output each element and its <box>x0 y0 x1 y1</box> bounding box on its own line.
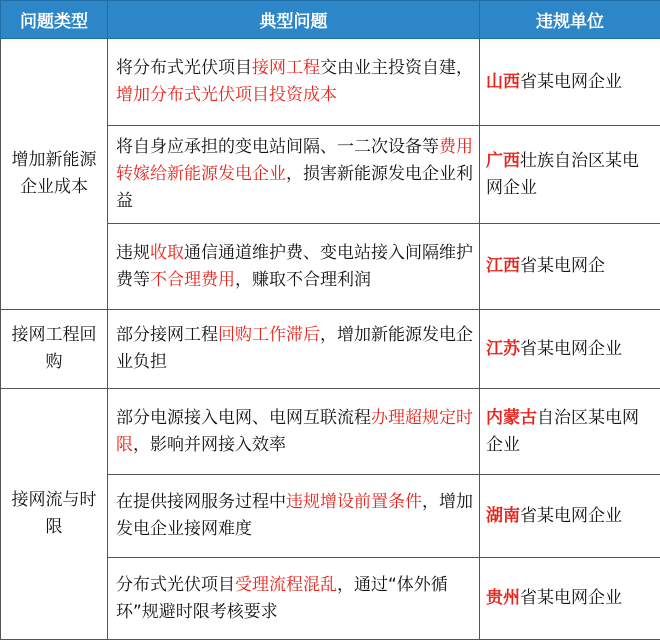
unit-text: 省某电网企业 <box>520 71 622 92</box>
issue-text: 将自身应承担的变电站间隔、一二次设备等 <box>116 137 439 157</box>
header-typical-issue: 典型问题 <box>108 1 480 39</box>
unit-highlight: 江苏 <box>486 338 520 359</box>
header-violating-unit: 违规单位 <box>480 1 660 39</box>
header-row <box>1 1 660 39</box>
unit-cell <box>480 389 660 475</box>
issue-highlight: 增加分布式光伏项目投资成本 <box>116 85 337 105</box>
unit-text: 省某电网企业 <box>520 505 622 526</box>
issue-text: 在提供接网服务过程中 <box>116 492 286 512</box>
unit-highlight: 贵州 <box>486 588 520 608</box>
issue-text: ，损害新能源发电企业利益 <box>116 164 473 211</box>
issue-highlight: 不合理费用 <box>150 269 235 290</box>
issue-cell <box>108 224 480 310</box>
issue-cell <box>108 389 480 475</box>
unit-highlight: 湖南 <box>486 505 520 526</box>
table-row <box>1 310 660 389</box>
issue-text: ，增加新能源发电企业负担 <box>116 325 473 372</box>
table-row <box>1 39 660 126</box>
unit-text: 省某电网企业 <box>520 338 622 359</box>
unit-highlight: 内蒙古 <box>486 407 537 428</box>
unit-highlight: 江西 <box>486 256 520 276</box>
unit-cell <box>480 126 660 224</box>
issue-text: 通信通道维护费、变电站接入间隔维护费等 <box>116 242 473 290</box>
unit-text: 壮族自治区某电网企业 <box>486 150 639 198</box>
issue-type-cell: 接网流与时限 <box>1 389 108 640</box>
issue-text: 违规 <box>116 242 150 263</box>
unit-highlight: 山西 <box>486 71 520 92</box>
issue-highlight: 接网工程 <box>252 58 320 78</box>
unit-text: 省某电网企 <box>520 256 605 276</box>
issue-highlight: 回购工作滞后 <box>218 325 320 345</box>
unit-text: 省某电网企业 <box>520 588 622 608</box>
unit-highlight: 广西 <box>486 150 520 171</box>
unit-cell <box>480 558 660 640</box>
unit-text: 自治区某电网企业 <box>486 407 639 455</box>
issue-type-cell: 接网工程回购 <box>1 310 108 389</box>
issue-text: ，增加发电企业接网难度 <box>116 492 473 539</box>
issue-highlight: 费用转嫁给新能源发电企业 <box>116 137 473 184</box>
issue-cell <box>108 126 480 224</box>
issue-highlight: 办理超规定时限 <box>116 407 473 455</box>
unit-cell <box>480 310 660 389</box>
issue-highlight: 违规增设前置条件 <box>286 492 422 512</box>
issue-cell <box>108 475 480 558</box>
issue-text: ，赚取不合理利润 <box>235 269 371 290</box>
issue-text: ，通过“体外循环”规避时限考核要求 <box>116 574 448 622</box>
header-issue-type: 问题类型 <box>1 1 108 39</box>
unit-cell <box>480 39 660 126</box>
table-row <box>1 389 660 475</box>
issue-highlight: 受理流程混乱 <box>235 574 337 595</box>
issue-text: ，影响并网接入效率 <box>133 434 286 455</box>
issue-cell <box>108 558 480 640</box>
unit-cell <box>480 224 660 310</box>
issue-text: 部分接网工程 <box>116 325 218 345</box>
issue-cell <box>108 39 480 126</box>
issue-text: 交由业主投资自建， <box>320 58 473 78</box>
unit-cell <box>480 475 660 558</box>
issue-text: 部分电源接入电网、电网互联流程 <box>116 407 371 428</box>
issue-text: 将分布式光伏项目 <box>116 58 252 78</box>
issue-text: 分布式光伏项目 <box>116 574 235 595</box>
issue-type-cell: 增加新能源企业成本 <box>1 39 108 310</box>
issue-cell <box>108 310 480 389</box>
issue-highlight: 收取 <box>150 242 184 263</box>
